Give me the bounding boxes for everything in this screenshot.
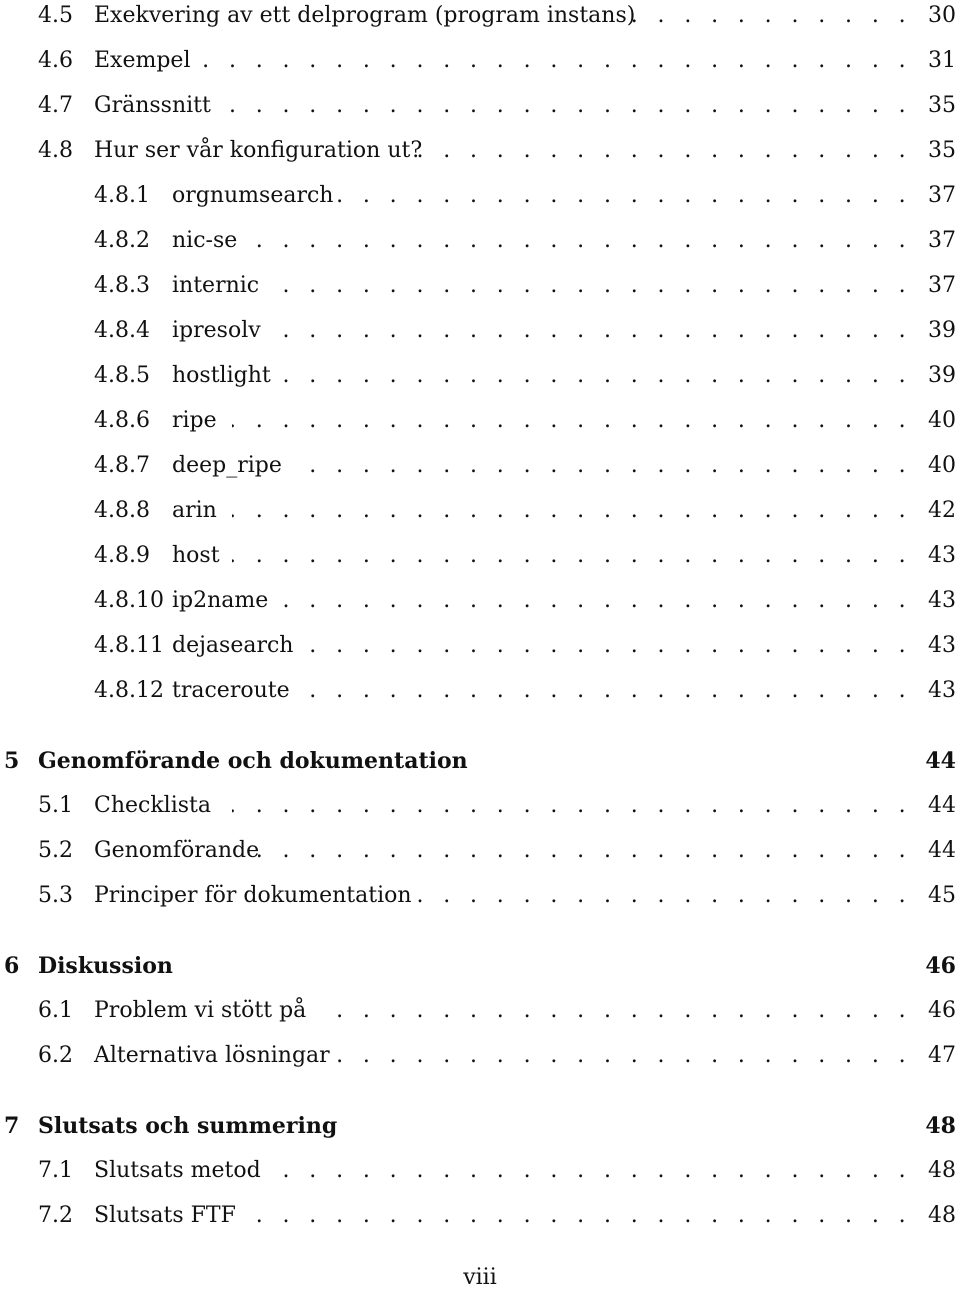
toc-entry-4-8-8[interactable] [0,495,960,527]
toc-title: Gränssnitt [94,93,211,118]
toc-entry-5-2[interactable] [0,835,960,867]
toc-title: Principer för dokumentation [94,883,412,908]
toc-title: deep_ripe [172,453,282,478]
toc-number: 4.8.12 [94,678,164,703]
toc-entry-5-3[interactable] [0,880,960,912]
toc-entry-4-8-12[interactable] [0,675,960,707]
toc-number: 4.8.7 [94,453,150,478]
toc-number: 7 [4,1113,20,1139]
toc-number: 4.8.2 [94,228,150,253]
toc-title: Genomförande [94,838,260,863]
toc-chapter-7[interactable] [0,1110,960,1142]
toc-chapter-5[interactable] [0,745,960,777]
dot-leader [244,225,912,257]
toc-title: ip2name [172,588,269,613]
toc-number: 4.8.4 [94,318,150,343]
toc-entry-7-1[interactable] [0,1155,960,1187]
dot-leader [300,675,912,707]
dot-leader [232,540,912,572]
toc-entry-4-8-3[interactable] [0,270,960,302]
toc-entry-4-8-9[interactable] [0,540,960,572]
toc-page-number: 47 [928,1043,956,1068]
toc-number: 5 [4,748,20,774]
toc-page-number: 44 [928,793,956,818]
toc-entry-4-8-10[interactable] [0,585,960,617]
dot-leader [620,0,912,32]
toc-page-number: 40 [928,453,956,478]
toc-page-number: 42 [928,498,956,523]
toc-page-number: 43 [928,543,956,568]
toc-number: 6.2 [38,1043,73,1068]
dot-leader [270,315,912,347]
toc-number: 4.7 [38,93,73,118]
toc-entry-4-8-6[interactable] [0,405,960,437]
toc-page-number: 48 [925,1113,956,1139]
toc-page-number: 48 [928,1158,956,1183]
dot-leader [336,1040,912,1072]
toc-title: Hur ser vår konfiguration ut? [94,138,423,163]
dot-leader [256,1200,912,1232]
toc-entry-6-1[interactable] [0,995,960,1027]
toc-title: Alternativa lösningar [94,1043,330,1068]
toc-page-number: 37 [928,273,956,298]
toc-number: 7.1 [38,1158,73,1183]
dot-leader [300,630,912,662]
toc-number: 4.8.11 [94,633,164,658]
toc-entry-6-2[interactable] [0,1040,960,1072]
toc-page-number: 35 [928,138,956,163]
toc-page-number: 44 [928,838,956,863]
toc-page-number: 35 [928,93,956,118]
toc-title: hostlight [172,363,271,388]
toc-number: 4.8.5 [94,363,150,388]
toc-number: 4.8.6 [94,408,150,433]
toc-entry-4-8-11[interactable] [0,630,960,662]
toc-title: arin [172,498,217,523]
toc-page-number: 45 [928,883,956,908]
toc-title: Diskussion [38,953,173,979]
toc-title: Slutsats FTF [94,1203,236,1228]
toc-title: Slutsats och summering [38,1113,338,1139]
toc-page-number: 46 [928,998,956,1023]
toc-title: Checklista [94,793,211,818]
toc-page-number: 30 [928,3,956,28]
dot-leader [412,135,912,167]
toc-title: Exekvering av ett delprogram (program instans) [94,3,636,28]
dot-leader [330,180,912,212]
toc-number: 6 [4,953,20,979]
dot-leader [276,1155,912,1187]
page-number-footer: viii [463,1265,497,1290]
toc-page-number: 44 [925,748,956,774]
toc-title: ripe [172,408,217,433]
dot-leader [232,405,912,437]
toc-page-number: 43 [928,588,956,613]
toc-title: dejasearch [172,633,294,658]
dot-leader [300,450,912,482]
toc-number: 5.2 [38,838,73,863]
toc-number: 4.8.8 [94,498,150,523]
dot-leader [216,90,912,122]
toc-title: Slutsats metod [94,1158,261,1183]
toc-entry-4-8[interactable] [0,135,960,167]
toc-entry-4-8-1[interactable] [0,180,960,212]
toc-page-number: 48 [928,1203,956,1228]
toc-number: 4.8.10 [94,588,164,613]
toc-number: 5.1 [38,793,73,818]
toc-entry-4-8-5[interactable] [0,360,960,392]
toc-number: 4.8.1 [94,183,150,208]
toc-page-number: 37 [928,183,956,208]
toc-title: orgnumsearch [172,183,334,208]
dot-leader [258,835,912,867]
toc-title: Genomförande och dokumentation [38,748,468,774]
toc-page-number: 46 [925,953,956,979]
toc-title: Exempel [94,48,191,73]
toc-page-number: 43 [928,633,956,658]
toc-page-number: 37 [928,228,956,253]
toc-entry-7-2[interactable] [0,1200,960,1232]
toc-title: ipresolv [172,318,261,343]
toc-title: host [172,543,220,568]
toc-page-number: 43 [928,678,956,703]
toc-number: 4.5 [38,3,73,28]
dot-leader [232,790,912,822]
toc-page-number: 39 [928,363,956,388]
toc-number: 4.8 [38,138,73,163]
dot-leader [318,995,912,1027]
toc-entry-4-8-4[interactable] [0,315,960,347]
dot-leader [284,585,912,617]
dot-leader [410,880,912,912]
toc-entry-4-7[interactable] [0,90,960,122]
toc-page-number: 40 [928,408,956,433]
toc-entry-4-8-7[interactable] [0,450,960,482]
toc-number: 4.8.9 [94,543,150,568]
dot-leader [232,495,912,527]
toc-entry-4-8-2[interactable] [0,225,960,257]
toc-number: 6.1 [38,998,73,1023]
toc-title: internic [172,273,260,298]
toc-title: traceroute [172,678,290,703]
toc-page-number: 39 [928,318,956,343]
toc-entry-5-1[interactable] [0,790,960,822]
dot-leader [284,360,912,392]
toc-title: Problem vi stött på [94,998,307,1023]
toc-number: 5.3 [38,883,73,908]
toc-number: 4.6 [38,48,73,73]
dot-leader [270,270,912,302]
toc-entry-4-6[interactable] [0,45,960,77]
toc-page-number: 31 [928,48,956,73]
toc-chapter-6[interactable] [0,950,960,982]
dot-leader [200,45,912,77]
toc-title: nic-se [172,228,238,253]
toc-number: 7.2 [38,1203,73,1228]
toc-number: 4.8.3 [94,273,150,298]
toc-entry-4-5[interactable] [0,0,960,32]
